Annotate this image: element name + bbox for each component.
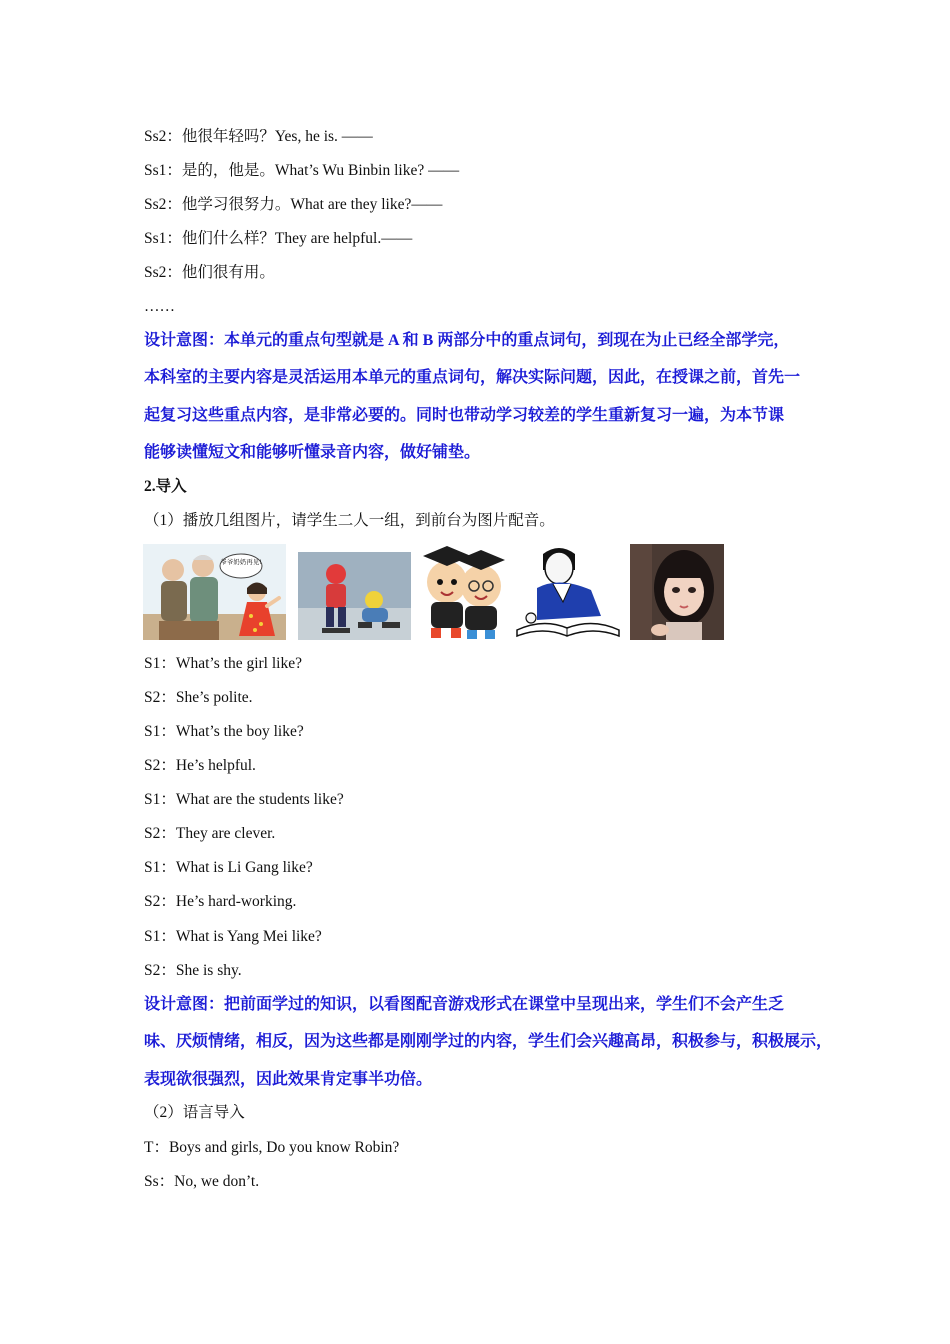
sub-heading: （1）播放几组图片，请学生二人一组，到前台为图片配音。 bbox=[144, 512, 555, 529]
design-note-line: 设计意图：把前面学过的知识，以看图配音游戏形式在课堂中呈现出来，学生们不会产生乏 bbox=[144, 996, 785, 1013]
design-note-line: 设计意图：本单元的重点句型就是 A 和 B 两部分中的重点词句，到现在为止已经全部学完， bbox=[144, 332, 790, 349]
dialogue-line: Ss2：他很年轻吗？Yes, he is. —— bbox=[144, 128, 373, 145]
design-note-line: 本科室的主要内容是灵活运用本单元的重点词句，解决实际问题，因此，在授课之前，首先一 bbox=[144, 369, 801, 386]
design-note-line: 表现欲很强烈，因此效果肯定事半功倍。 bbox=[144, 1071, 433, 1088]
ellipsis-line: …… bbox=[144, 298, 175, 315]
dialogue-line: Ss2：他学习很努力。What are they like?—— bbox=[144, 196, 443, 213]
dialogue-line: S1：What’s the girl like? bbox=[144, 655, 302, 672]
design-note-line: 能够读懂短文和能够听懂录音内容，做好铺垫。 bbox=[144, 444, 481, 461]
dialogue-line: S1：What’s the boy like? bbox=[144, 723, 304, 740]
dialogue-line: Ss2：他们很有用。 bbox=[144, 264, 275, 281]
picture-grandparents-girl bbox=[143, 544, 286, 640]
dialogue-line: S2：He’s hard-working. bbox=[144, 893, 297, 910]
speech-bubble-text: 爷爷奶奶再见! bbox=[220, 558, 262, 566]
design-note-line: 起复习这些重点内容，是非常必要的。同时也带动学习较差的学生重新复习一遍，为本节课 bbox=[144, 407, 785, 424]
picture-boy-studying bbox=[513, 544, 621, 640]
design-note-line: 味、厌烦情绪，相反，因为这些都是刚刚学过的内容，学生们会兴趣高昂，积极参与，积极展示， bbox=[144, 1033, 833, 1050]
picture-skating-children bbox=[298, 552, 411, 640]
dialogue-line: S1：What is Yang Mei like? bbox=[144, 928, 322, 945]
dialogue-line: S2：She is shy. bbox=[144, 962, 242, 979]
dialogue-line: S2：He’s helpful. bbox=[144, 757, 256, 774]
picture-shy-girl bbox=[630, 544, 724, 640]
dialogue-line: Ss1：是的，他是。What’s Wu Binbin like? —— bbox=[144, 162, 460, 179]
dialogue-line: S1：What are the students like? bbox=[144, 791, 344, 808]
sub-heading: （2）语言导入 bbox=[144, 1104, 245, 1121]
dialogue-line: S1：What is Li Gang like? bbox=[144, 859, 313, 876]
section-heading: 2.导入 bbox=[144, 478, 187, 495]
dialogue-line: S2：They are clever. bbox=[144, 825, 276, 842]
picture-graduates-cartoon bbox=[419, 544, 507, 640]
dialogue-line: T：Boys and girls, Do you know Robin? bbox=[144, 1139, 400, 1156]
dialogue-line: Ss1：他们什么样？They are helpful.—— bbox=[144, 230, 413, 247]
dialogue-line: S2：She’s polite. bbox=[144, 689, 253, 706]
dialogue-line: Ss：No, we don’t. bbox=[144, 1173, 260, 1190]
